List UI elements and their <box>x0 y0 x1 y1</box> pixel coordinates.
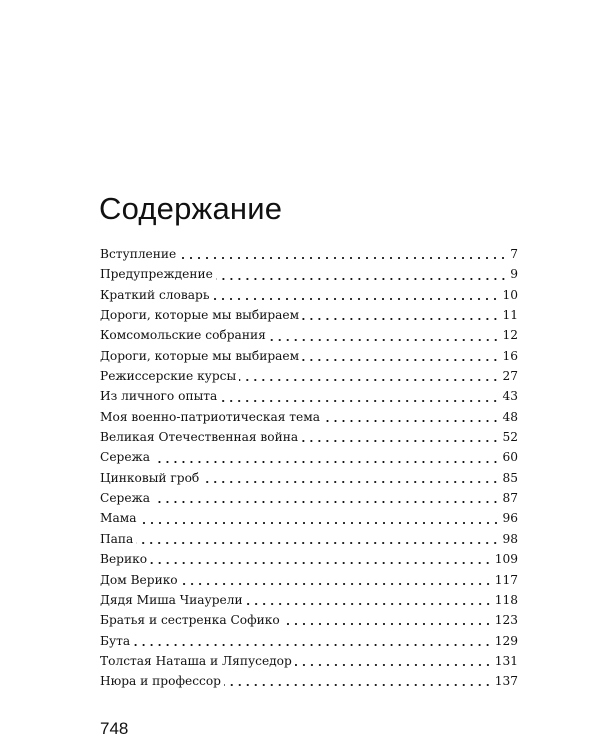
toc-entry-title: Дом Верико <box>100 572 178 587</box>
toc-entry-title: Мама <box>100 511 137 526</box>
toc-entry-title: Предупреждение <box>100 267 213 282</box>
toc-entry-title: Комсомольские собрания <box>100 328 266 343</box>
dot-leader <box>283 622 492 626</box>
toc-entry-page: 48 <box>502 409 518 424</box>
toc-entry[interactable] <box>100 671 518 691</box>
toc-entry-page: 60 <box>502 450 518 465</box>
dot-leader <box>212 297 499 301</box>
toc-entry-page: 52 <box>502 430 518 445</box>
toc-entry[interactable] <box>100 529 518 549</box>
toc-entry-title: Братья и сестренка Софико <box>100 613 280 628</box>
toc-entry-page: 11 <box>502 308 518 323</box>
toc-entry[interactable] <box>100 570 518 590</box>
toc-entry-page: 85 <box>502 470 518 485</box>
table-of-contents <box>100 244 518 692</box>
dot-leader <box>202 480 499 484</box>
dot-leader <box>133 643 492 647</box>
dot-leader <box>181 582 492 586</box>
toc-entry-title: Цинковый гроб <box>100 470 200 485</box>
dot-leader <box>224 683 492 687</box>
toc-entry[interactable] <box>100 346 518 366</box>
toc-entry-page: 137 <box>494 674 518 689</box>
toc-entry[interactable] <box>100 427 518 447</box>
dot-leader <box>153 460 499 464</box>
toc-entry-title: Из личного опыта <box>100 389 218 404</box>
dot-leader <box>136 541 499 545</box>
toc-entry-page: 16 <box>502 348 518 363</box>
toc-entry-title: Нюра и профессор <box>100 674 221 689</box>
toc-entry-title: Дороги, которые мы выбираем <box>100 348 300 363</box>
toc-entry-title: Моя военно-патриотическая тема <box>100 409 320 424</box>
toc-entry-page: 12 <box>502 328 518 343</box>
toc-entry-page: 118 <box>494 592 518 607</box>
toc-entry[interactable] <box>100 407 518 427</box>
toc-entry[interactable] <box>100 325 518 345</box>
dot-leader <box>301 439 499 443</box>
toc-entry[interactable] <box>100 508 518 528</box>
toc-entry-page: 87 <box>502 491 518 506</box>
toc-entry-title: Сережа <box>100 450 151 465</box>
toc-entry-page: 7 <box>510 247 518 261</box>
toc-entry-title: Дядя Миша Чиаурели <box>100 592 243 607</box>
toc-entry-title: Толстая Наташа и Ляпуседор <box>100 653 292 668</box>
toc-entry-page: 10 <box>502 287 518 302</box>
toc-entry[interactable] <box>100 386 518 406</box>
toc-entry-title: Верико <box>100 552 148 567</box>
toc-entry[interactable] <box>100 285 518 305</box>
toc-entry-page: 96 <box>502 511 518 526</box>
toc-entry-title: Краткий словарь <box>100 287 210 302</box>
dot-leader <box>302 317 499 321</box>
toc-entry[interactable] <box>100 264 518 284</box>
toc-entry[interactable] <box>100 610 518 630</box>
page-title: Содержание <box>99 190 283 226</box>
toc-entry-title: Режиссерские курсы <box>100 369 237 384</box>
dot-leader <box>153 500 499 504</box>
toc-entry-page: 123 <box>494 613 518 628</box>
toc-entry-title: Вступление <box>100 247 177 261</box>
toc-entry-page: 27 <box>502 369 518 384</box>
toc-entry-page: 98 <box>502 531 518 546</box>
toc-entry[interactable] <box>100 651 518 671</box>
toc-entry[interactable] <box>100 244 518 264</box>
toc-entry-page: 117 <box>494 572 518 587</box>
toc-entry-title: Бута <box>100 633 131 648</box>
dot-leader <box>150 561 492 565</box>
toc-entry[interactable] <box>100 488 518 508</box>
dot-leader <box>140 521 500 525</box>
toc-entry[interactable] <box>100 549 518 569</box>
dot-leader <box>220 399 499 403</box>
toc-entry-page: 109 <box>494 552 518 567</box>
dot-leader <box>246 602 492 606</box>
toc-entry-title: Папа <box>100 531 134 546</box>
toc-entry-page: 129 <box>494 633 518 648</box>
dot-leader <box>295 663 492 667</box>
dot-leader <box>269 338 500 342</box>
toc-entry[interactable] <box>100 631 518 651</box>
toc-entry-page: 9 <box>510 267 518 282</box>
toc-entry[interactable] <box>100 468 518 488</box>
dot-leader <box>302 358 499 362</box>
toc-entry-title: Великая Отечественная война <box>100 430 299 445</box>
toc-entry-page: 43 <box>502 389 518 404</box>
page-number: 748 <box>100 719 129 738</box>
toc-entry[interactable] <box>100 305 518 325</box>
toc-entry[interactable] <box>100 447 518 467</box>
dot-leader <box>239 378 499 382</box>
toc-entry-title: Сережа <box>100 491 151 506</box>
dot-leader <box>216 277 507 281</box>
toc-entry-title: Дороги, которые мы выбираем <box>100 308 300 323</box>
toc-entry[interactable] <box>100 590 518 610</box>
toc-entry[interactable] <box>100 366 518 386</box>
toc-entry-page: 131 <box>494 653 518 668</box>
dot-leader <box>323 419 499 423</box>
dot-leader <box>179 256 507 260</box>
